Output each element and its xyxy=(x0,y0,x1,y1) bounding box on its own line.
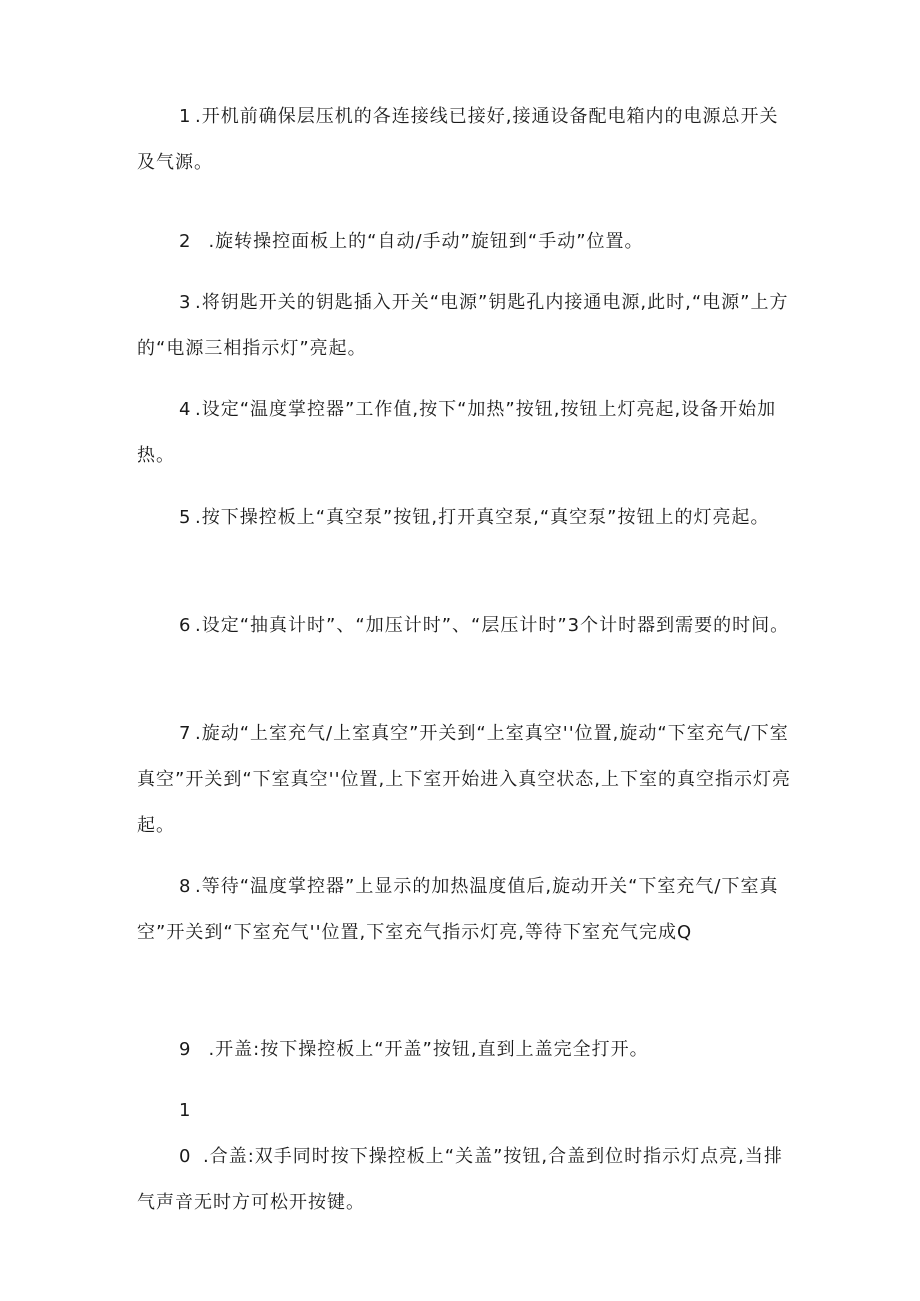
step-text: .合盖:双手同时按下操控板上“关盖”按钮,合盖到位时指示灯点亮,当排气声音无时方可松开按键。 xyxy=(137,1146,783,1213)
step-7 xyxy=(137,711,791,849)
step-text: .旋转操控面板上的“自动/手动”旋钮到“手动”位置。 xyxy=(195,231,644,252)
step-text: .将钥匙开关的钥匙插入开关“电源”钥匙孔内接通电源,此时,“电源”上方的“电源三相指示灯”亮起。 xyxy=(137,292,789,359)
step-text: .等待“温度掌控器”上显示的加热温度值后,旋动开关“下室充气/下室真空”开关到“下室充气''位置,下室充气指示灯亮,等待下室充气完成Q xyxy=(137,876,779,943)
step-text: .按下操控板上“真空泵”按钮,打开真空泵,“真空泵”按钮上的灯亮起。 xyxy=(195,507,770,528)
step-number: 2 xyxy=(179,231,192,252)
step-number: 5 xyxy=(179,507,192,528)
step-number: 7 xyxy=(179,723,192,744)
step-number: 1 xyxy=(179,106,192,127)
step-4 xyxy=(137,387,791,479)
step-text: .开机前确保层压机的各连接线已接好,接通设备配电箱内的电源总开关及气源。 xyxy=(137,106,779,173)
step-8 xyxy=(137,864,791,956)
step-1 xyxy=(137,94,791,186)
step-text: .设定“抽真计时”、“加压计时”、“层压计时”3个计时器到需要的时间。 xyxy=(195,615,790,636)
step-number: 3 xyxy=(179,292,192,313)
step-text: .设定“温度掌控器”工作值,按下“加热”按钮,按钮上灯亮起,设备开始加热。 xyxy=(137,399,777,466)
step-number: 4 xyxy=(179,399,192,420)
step-number: 10 xyxy=(179,1100,192,1167)
step-2 xyxy=(137,219,791,265)
step-text: .开盖:按下操控板上“开盖”按钮,直到上盖完全打开。 xyxy=(195,1039,649,1060)
step-number: 6 xyxy=(179,615,192,636)
step-6 xyxy=(137,603,791,649)
step-number: 9 xyxy=(179,1039,192,1060)
step-number: 8 xyxy=(179,876,192,897)
step-9 xyxy=(137,1027,791,1073)
step-5 xyxy=(137,495,791,541)
step-10 xyxy=(137,1088,791,1226)
step-3 xyxy=(137,280,791,372)
step-text: .旋动“上室充气/上室真空”开关到“上室真空''位置,旋动“下室充气/下室真空”开关到“下室真空''位置,上下室开始进入真空状态,上下室的真空指示灯亮起。 xyxy=(137,723,791,836)
